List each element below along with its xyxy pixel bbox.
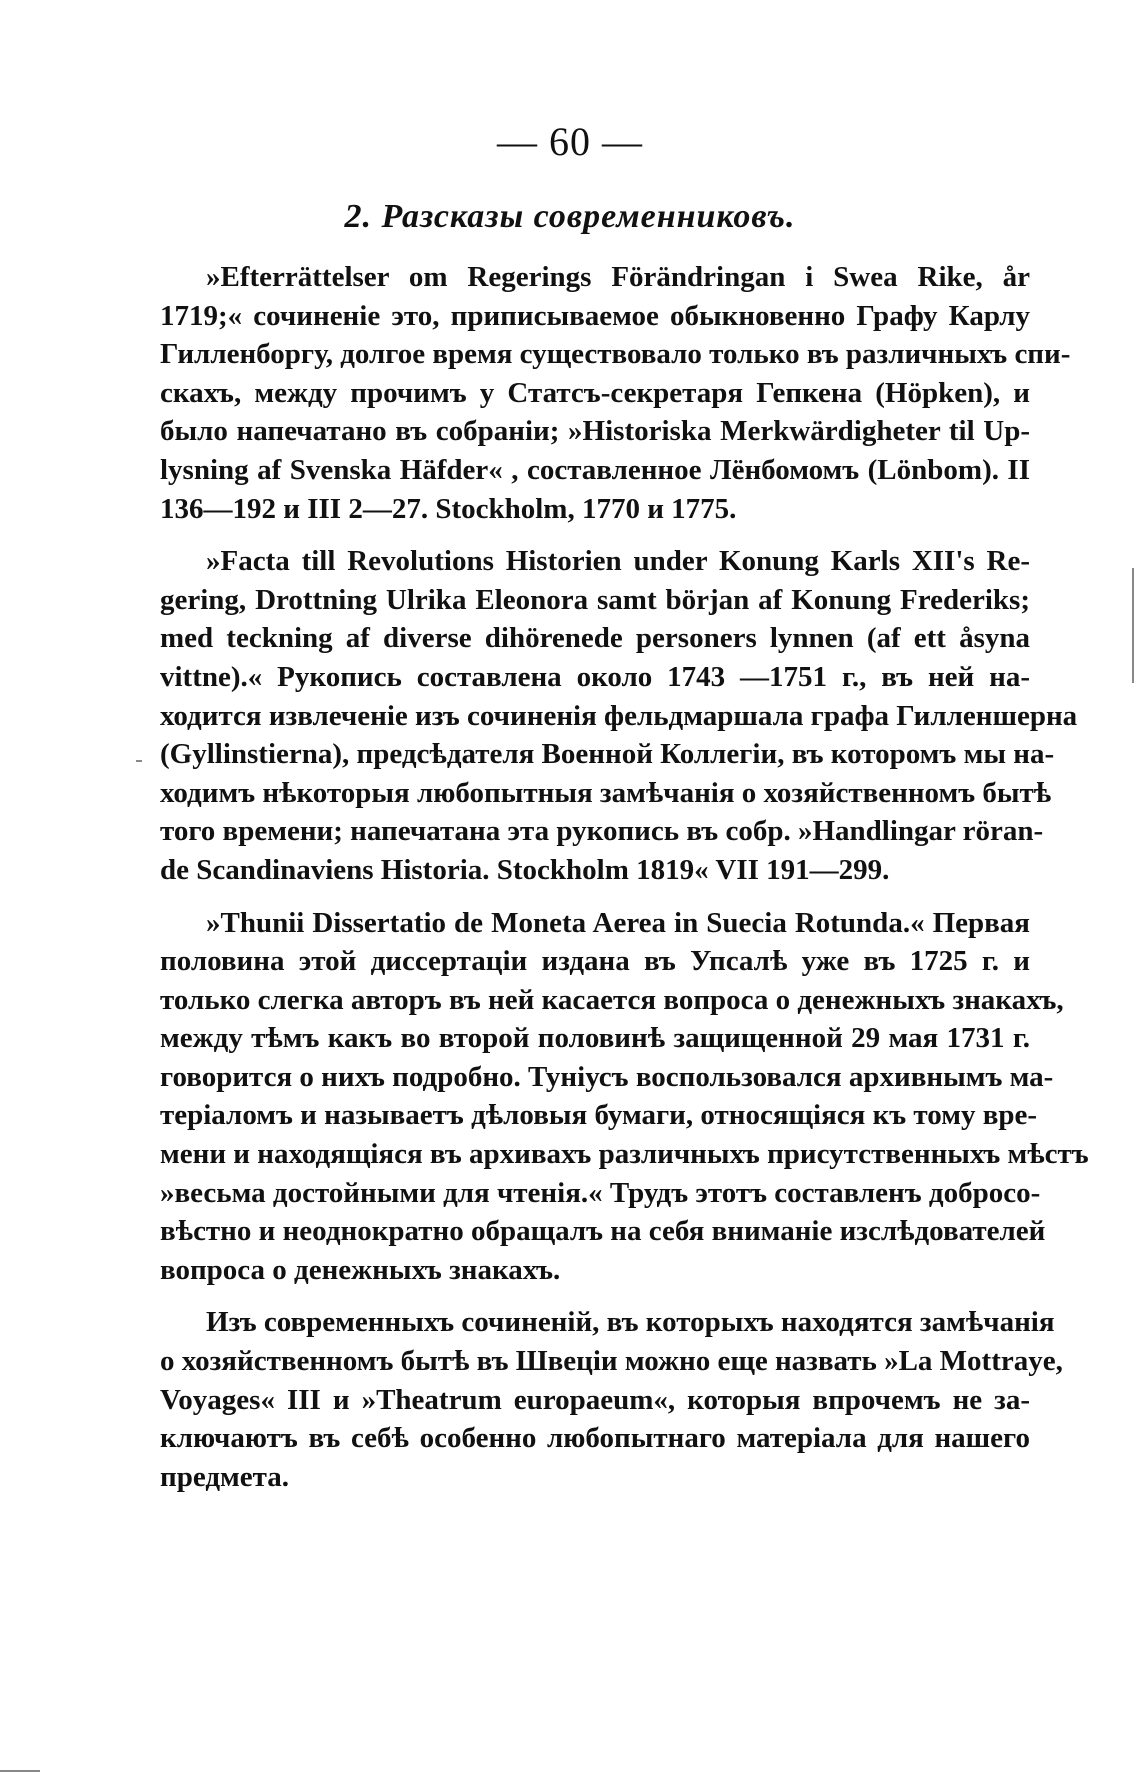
text-line: »Thunii Dissertatio de Moneta Aerea in Suecia Rotunda.« Первая xyxy=(206,906,1030,939)
text-line: предмета. xyxy=(160,1460,289,1493)
section-title: 2. Разсказы современниковъ. xyxy=(344,198,796,235)
text-line: ходится извлеченіе изъ сочиненія фельдмаршала графа Гилленшерна xyxy=(160,699,1078,732)
text-line: (Gyllinstierna), предсѣдателя Военной Коллегіи, въ которомъ мы на- xyxy=(160,738,1055,771)
text-line: говорится о нихъ подробно. Туніусъ воспользовался архивнымъ ма- xyxy=(160,1060,1054,1093)
text-line: теріаломъ и называетъ дѣловыя бумаги, относящіяся къ тому вре- xyxy=(160,1099,1038,1132)
text-line: Гилленборгу, долгое время существовало только въ различныхъ спи- xyxy=(160,338,1071,371)
text-line: вопроса о денежныхъ знакахъ. xyxy=(160,1253,561,1286)
text-line: lysning af Svenska Häfder« , составленное Лёнбомомъ (Lönbom). II xyxy=(160,453,1030,486)
text-line: ходимъ нѣкоторыя любопытныя замѣчанія о хозяйственномъ бытѣ xyxy=(160,776,1052,809)
text-line: »весьма достойными для чтенія.« Трудъ этотъ составленъ добросо- xyxy=(160,1176,1041,1209)
text-line: Изъ современныхъ сочиненій, въ которыхъ находятся замѣчанія xyxy=(206,1306,1055,1339)
text-line: о хозяйственномъ бытѣ въ Швеціи можно еще назвать »La Mottraye, xyxy=(160,1345,1063,1378)
text-line: мени и находящіяся въ архивахъ различныхъ присутственныхъ мѣстъ xyxy=(160,1138,1089,1171)
text-line: скахъ, между прочимъ у Статсъ-секретаря Гепкена (Höpken), и xyxy=(160,376,1030,409)
paragraph-thunii xyxy=(160,904,1089,1290)
paragraph-facta xyxy=(160,542,1078,889)
paragraph-contemporary-works xyxy=(160,1303,1063,1496)
scan-edge-mark xyxy=(136,760,142,762)
text-line: de Scandinaviens Historia. Stockholm 1819« VII 191—299. xyxy=(160,853,890,886)
text-line: половина этой диссертаціи издана въ Упсалѣ уже въ 1725 г. и xyxy=(160,945,1030,978)
body-text xyxy=(160,258,1089,1510)
text-line: вѣстно и неоднократно обращалъ на себя вниманіе изслѣдователей xyxy=(160,1215,1046,1248)
text-line: 136—192 и III 2—27. Stockholm, 1770 и 1775. xyxy=(160,492,737,525)
text-line: »Facta till Revolutions Historien under Konung Karls XII's Re- xyxy=(206,545,1030,578)
text-line: med teckning af diverse dihörenede personers lynnen (af ett åsyna xyxy=(160,622,1030,655)
text-line: gering, Drottning Ulrika Eleonora samt början af Konung Frederiks; xyxy=(160,583,1030,616)
scan-edge-mark xyxy=(0,1770,40,1772)
text-line: ключаютъ въ себѣ особенно любопытнаго матеріала для нашего xyxy=(160,1422,1030,1455)
scan-edge-mark xyxy=(1132,568,1134,683)
text-line: Voyages« III и »Theatrum europaeum«, которыя впрочемъ не за- xyxy=(160,1383,1030,1416)
text-line: »Efterrättelser om Regerings Förändringan i Swea Rike, år xyxy=(206,261,1030,293)
text-line: только слегка авторъ въ ней касается вопроса о денежныхъ знакахъ, xyxy=(160,983,1064,1016)
text-line: было напечатано въ собраніи; »Historiska Merkwärdigheter til Up- xyxy=(160,415,1030,448)
page-number: — 60 — xyxy=(497,119,643,164)
text-line: того времени; напечатана эта рукопись въ собр. »Handlingar röran- xyxy=(160,815,1044,848)
text-line: vittne).« Рукопись составлена около 1743 —1751 г., въ ней на- xyxy=(160,660,1030,693)
text-line: 1719;« сочиненіе это, приписываемое обыкновенно Графу Карлу xyxy=(160,299,1030,332)
paragraph-efterrattelser xyxy=(160,258,1071,528)
text-line: между тѣмъ какъ во второй половинѣ защищенной 29 мая 1731 г. xyxy=(160,1022,1030,1055)
